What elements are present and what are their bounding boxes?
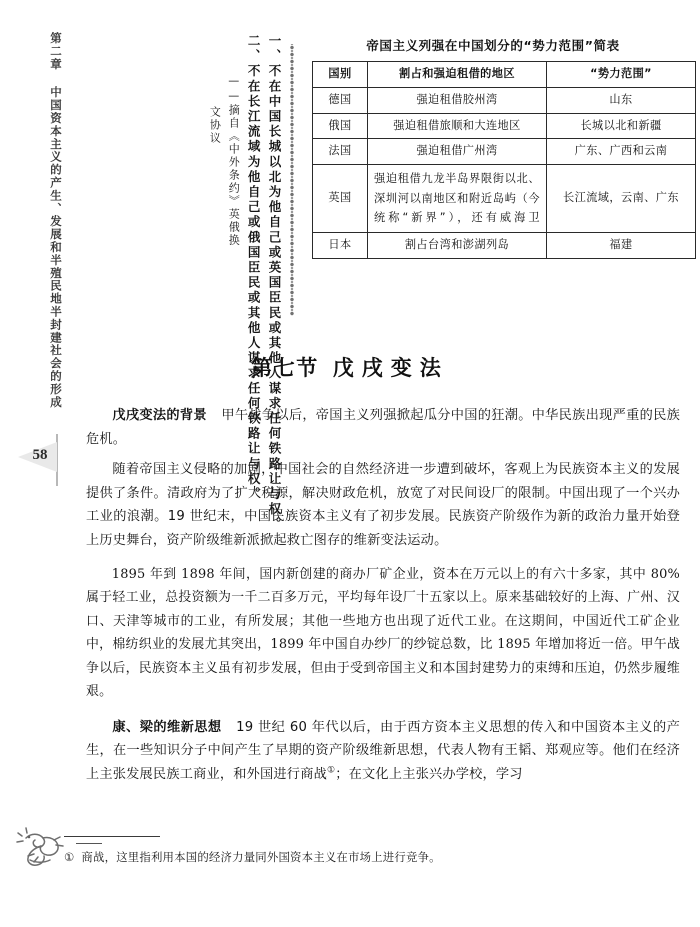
cell-area: 强迫租借广州湾 (368, 139, 547, 165)
footnote-reference-marker: ① (326, 765, 336, 776)
cell-country: 日本 (313, 232, 368, 258)
table-row (313, 113, 696, 139)
bead-divider-ornament (288, 44, 296, 316)
paragraph-text: 1895 年到 1898 年间，国内新创建的商办厂矿企业，资本在万元以上的有六十多家，其中 80% 属于轻工业，总投资额为一千二百多万元，平均每年设厂十五家以上。原来基础较好的上海、广州、汉口、天津等城市的工业，有所发展；其他一些地方也出现了近代工业。在这期间，中国近代工矿企业中，棉纺织业的发展尤其突出，1899 年中国自办纱厂的纱锭总数，比 1895 年增加将近一倍。甲午战争以后，民族资本主义虽有初步发展，但由于受到帝国主义和本国封建势力的束缚和压迫，仍然步履维艰。 (86, 567, 680, 700)
quote-source-line-2: 文协议 (208, 106, 222, 145)
paragraph-lead-label: 戊戌变法的背景 (112, 408, 207, 423)
section-name: 戊戌变法 (332, 356, 449, 380)
page-number-flag (16, 434, 68, 486)
cell-area: 强迫租借九龙半岛界限街以北、深圳河以南地区和附近岛屿（今统称“新界”），还有威海卫 (368, 165, 547, 233)
cell-area: 强迫租借胶州湾 (368, 87, 547, 113)
quote-item-2: 二、不在长江流域为他自己或俄国臣民或其他人谋求任何铁路让与权。 (246, 34, 262, 503)
cell-sphere: 山东 (547, 87, 696, 113)
sphere-of-influence-table (312, 61, 696, 259)
cell-country: 法国 (313, 139, 368, 165)
footnote-text: 商战，这里指利用本国的经济力量同外国资本主义在市场上进行竞争。 (81, 850, 441, 865)
footnote-block (64, 836, 664, 867)
table-row (313, 87, 696, 113)
cell-area: 割占台湾和澎湖列岛 (368, 232, 547, 258)
cell-country: 德国 (313, 87, 368, 113)
quote-item-1: 一、不在中国长城以北为他自己或英国臣民或其他人谋求任何铁路让与权。 (267, 34, 282, 533)
cell-area: 强迫租借旅顺和大连地区 (368, 113, 547, 139)
paragraph-lead-label: 康、梁的维新思想 (112, 719, 222, 735)
cell-country: 英国 (313, 165, 368, 233)
table-header-row (313, 62, 696, 88)
table-row (313, 232, 696, 258)
cell-sphere: 广东、广西和云南 (547, 139, 696, 165)
cell-country: 俄国 (313, 113, 368, 139)
paragraph-text: 随着帝国主义侵略的加剧，中国社会的自然经济进一步遭到破坏，客观上为民族资本主义的发展提供了条件。清政府为了扩大税源，解决财政危机，放宽了对民间设厂的限制。中国出现了一个兴办工业的浪潮。19 世纪末，中国民族资本主义有了初步发展。民族资产阶级作为新的政治力量开始登上历史舞台，资产阶级维新派掀起救亡图存的维新变法运动。 (86, 462, 680, 548)
table-title: 帝国主义列强在中国划分的“势力范围”简表 (366, 38, 620, 53)
paragraph-text: 19 世纪 60 年代以后，由于西方资本主义思想的传入和中国资本主义的产生，在一些知识分子中间产生了早期的资产阶级维新思想，代表人物有王韬、郑观应等。他们在经济上主张发展民族工商业，和外国进行商战 (86, 719, 680, 782)
paragraph-background (86, 404, 680, 451)
table-header-area: 割占和强迫租借的地区 (368, 62, 547, 88)
body-text-column (86, 404, 680, 793)
footnote-line (64, 848, 664, 866)
paragraph-text-continued: ；在文化上主张兴办学校，学习 (335, 766, 523, 782)
paragraph-text: 甲午战争以后，帝国主义列强掀起瓜分中国的狂潮。中华民族出现严重的民族危机。 (86, 408, 680, 447)
cell-sphere: 长江流域，云南、广东 (547, 165, 696, 233)
paragraph-reform-thought (86, 716, 680, 787)
cell-sphere: 福建 (547, 232, 696, 258)
footnote-separator-rule (64, 836, 160, 837)
cell-sphere: 长城以北和新疆 (547, 113, 696, 139)
table-row (313, 165, 696, 233)
paragraph-economy (86, 458, 680, 552)
section-heading (0, 352, 700, 382)
sphere-of-influence-table-wrap (312, 36, 679, 259)
paragraph-statistics (86, 563, 680, 704)
quote-source-line-1: ——摘自《中外条约》英俄换 (227, 74, 241, 247)
table-header-country: 国别 (313, 62, 368, 88)
page-number: 58 (32, 447, 48, 463)
chapter-running-head: 第二章 中国资本主义的产生、发展和半殖民地半封建社会的形成 (49, 32, 63, 409)
table-header-sphere: “势力范围” (547, 62, 696, 88)
footnote-marker: ① (64, 850, 75, 865)
section-number: 第七节 (251, 356, 319, 380)
table-row (313, 139, 696, 165)
